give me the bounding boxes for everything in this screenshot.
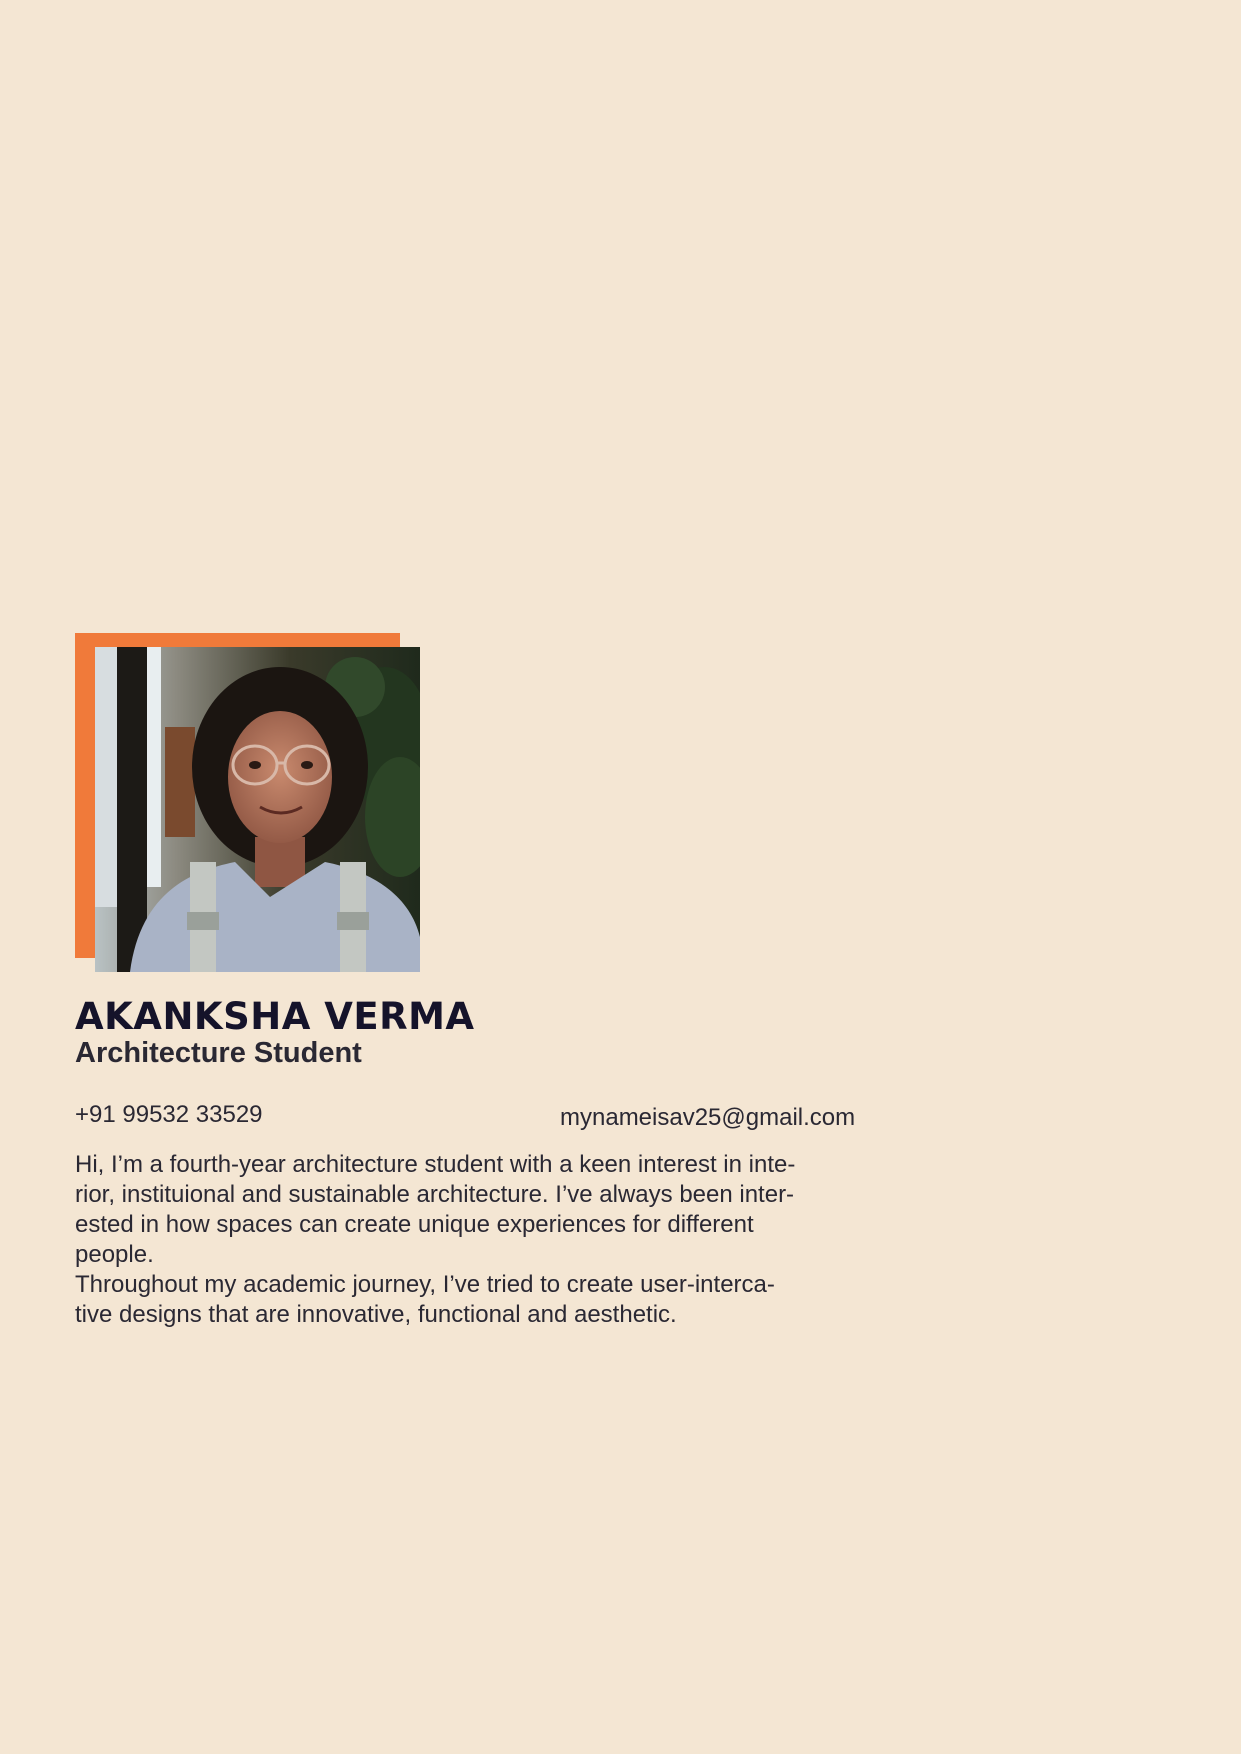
portrait-photo-icon bbox=[95, 647, 420, 972]
bio-line: people. bbox=[75, 1241, 154, 1268]
phone-number: +91 99532 33529 bbox=[75, 1101, 263, 1128]
bio-line: ested in how spaces can create unique experiences for different bbox=[75, 1211, 754, 1238]
profile-photo bbox=[95, 647, 420, 972]
profile-role: Architecture Student bbox=[75, 1037, 362, 1069]
bio-paragraph bbox=[75, 1150, 905, 1330]
bio-line: Throughout my academic journey, I’ve tried to create user-interca- bbox=[75, 1271, 775, 1298]
bio-line: tive designs that are innovative, functional and aesthetic. bbox=[75, 1301, 677, 1328]
bio-line: rior, instituional and sustainable architecture. I’ve always been inter- bbox=[75, 1181, 795, 1208]
email-address: mynameisav25@gmail.com bbox=[560, 1104, 856, 1131]
bio-line: Hi, I’m a fourth-year architecture student with a keen interest in inte- bbox=[75, 1151, 796, 1178]
profile-name: AKANKSHA VERMA bbox=[75, 995, 475, 1038]
